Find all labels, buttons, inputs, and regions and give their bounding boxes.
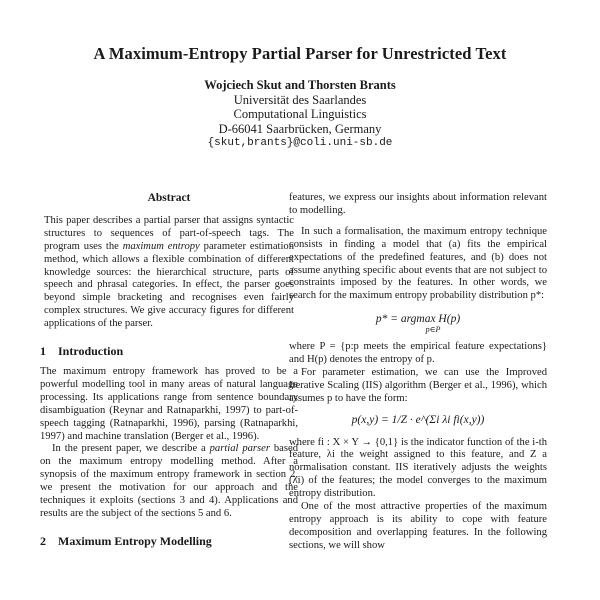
body-paragraph-1: In such a formalisation, the maximum entropy technique consists in finding a model that (a) fits the empirical expectations of the predefined features, and (b) does not assume anything specific about events that are not subject to constraints imposed by the features. In other words, we search for the maximum entropy probability distribution p*: xyxy=(289,225,547,302)
abstract-heading: Abstract xyxy=(147,192,191,204)
right-column xyxy=(289,192,547,553)
body-paragraph-0: features, we express our insights about information relevant to modelling. xyxy=(289,192,547,216)
abstract-text: This paper describes a partial parser that assigns syntactic structures to sequences of part-of-speech tags. The program uses the maximum entropy parameter estimation method, which allows a flexible combination of different knowledge sources: the hierarchical structure, parts of speech and phrasal categories. In effect, the parser goes beyond simple bracketing and recognises even fairly complex structures. We give accuracy figures for different applications of the parser. xyxy=(44,214,294,330)
intro-paragraph-1: The maximum entropy framework has proved to be a powerful modelling tool in many areas of natural language processing. Its applications range from sentence boundary disambiguation (Reynar and Ratnaparkhi, 1997) to part-of-speech tagging (Ratnaparkhi, 1996), parsing (Ratnaparkhi, 1997) and machine translation (Berger et al., 1996). xyxy=(40,365,298,442)
equation-model-form: p(x,y) = 1/Z · e^(Σi λi fi(x,y)) xyxy=(351,413,485,426)
body-paragraph-5: One of the most attractive properties of the maximum entropy approach is its ability to cope with feature decomposition and overlapping features. In the following sections, we will show xyxy=(289,501,547,551)
section-1-heading: 1 Introduction xyxy=(40,344,124,359)
body-paragraph-3: For parameter estimation, we can use the Improved Iterative Scaling (IIS) algorithm (Berger et al., 1996), which assumes p to have the form: xyxy=(289,366,547,404)
left-column xyxy=(40,192,298,556)
author-block xyxy=(0,78,600,151)
equation-argmax: p* = argmax H(p) p∈P xyxy=(375,313,461,335)
body-paragraph-2: where P = {p:p meets the empirical feature expectations} and H(p) denotes the entropy of p. xyxy=(289,341,547,365)
abstract-body xyxy=(40,215,298,331)
section-2-heading: 2 Maximum Entropy Modelling xyxy=(40,533,212,548)
affiliation-department: Computational Linguistics xyxy=(233,107,367,122)
author-email: {skut,brants}@coli.uni-sb.de xyxy=(207,137,393,150)
paper-title: A Maximum-Entropy Partial Parser for Unrestricted Text xyxy=(93,44,507,63)
author-names: Wojciech Skut and Thorsten Brants xyxy=(204,78,396,92)
body-paragraph-4: where fi : X × Y → {0,1} is the indicator function of the i-th feature, λi the weight assigned to this feature, and Z a normalisation constant. IIS iteratively adjusts the weights (λi) of the features; the model converges to the maximum entropy distribution. xyxy=(289,436,547,500)
intro-paragraph-2: In the present paper, we describe a partial parser based on the maximum entropy modelling method. After a synopsis of the maximum entropy framework in section 2, we present the motivation for our approach and the techniques it exploits (sections 3 and 4). Applications and results are the subject of the sections 5 and 6. xyxy=(40,443,298,519)
affiliation-university: Universität des Saarlandes xyxy=(233,92,367,107)
affiliation-address: D-66041 Saarbrücken, Germany xyxy=(218,121,382,136)
